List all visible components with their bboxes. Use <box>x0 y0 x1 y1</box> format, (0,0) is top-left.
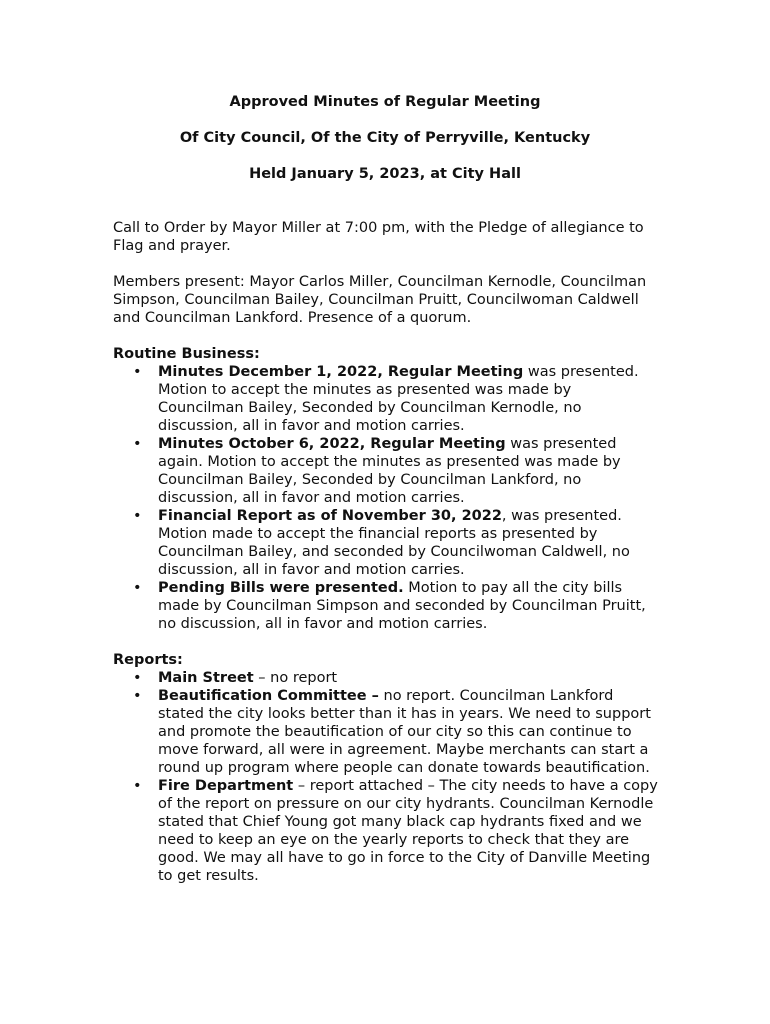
item-text: no report. Councilman Lankford stated the city looks better than it has in years. We need to support and promote the beautification of our city so this can continue to move forward, all were in agreement. Maybe merchants can start a round up program where people can donate towards beautification. <box>158 688 651 776</box>
list-item <box>133 435 658 507</box>
bullet-icon: • <box>133 436 142 452</box>
reports-heading: Reports: <box>113 652 183 668</box>
title-line-1: Approved Minutes of Regular Meeting <box>229 94 541 110</box>
list-item <box>133 507 658 579</box>
item-title: Beautification Committee – <box>158 688 379 704</box>
list-item <box>133 363 658 435</box>
item-text: , was presented. Motion made to accept the financial reports as presented by Councilman Bailey, and seconded by Councilwoman Caldwell, no discussion, all in favor and motion carries. <box>158 508 630 578</box>
list-item <box>133 687 658 777</box>
bullet-icon: • <box>133 364 142 380</box>
item-title: Minutes October 6, 2022, Regular Meeting <box>158 436 506 452</box>
reports-list <box>113 669 658 885</box>
item-title: Main Street <box>158 670 254 686</box>
routine-business-list <box>113 363 658 633</box>
item-text: was presented. Motion to accept the minutes as presented was made by Councilman Bailey, Seconded by Councilman Kernodle, no discussion, all in favor and motion carries. <box>158 364 639 434</box>
title-line-3: Held January 5, 2023, at City Hall <box>249 166 521 182</box>
minutes-body <box>113 219 658 903</box>
bullet-icon: • <box>133 508 142 524</box>
item-title: Pending Bills were presented. <box>158 580 404 596</box>
item-text: – no report <box>253 670 338 686</box>
item-text: Motion to pay all the city bills made by Councilman Simpson and seconded by Councilman Pruitt, no discussion, all in favor and motion carries. <box>158 580 646 632</box>
list-item <box>133 669 658 687</box>
bullet-icon: • <box>133 778 142 794</box>
list-item <box>133 777 658 885</box>
call-to-order-paragraph: Call to Order by Mayor Miller at 7:00 pm, with the Pledge of allegiance to Flag and prayer. <box>113 220 644 254</box>
item-text: – report attached – The city needs to have a copy of the report on pressure on our city hydrants. Councilman Kernodle stated that Chief Young got many black cap hydrants fixed and we need to keep an eye on the yearly reports to check that they are good. We may all have to go in force to the City of Danville Meeting to get results. <box>158 778 658 884</box>
members-present-paragraph: Members present: Mayor Carlos Miller, Councilman Kernodle, Councilman Simpson, Councilman Bailey, Councilman Pruitt, Councilwoman Caldwell and Councilman Lankford. Presence of a quorum. <box>113 274 647 326</box>
bullet-icon: • <box>133 670 142 686</box>
routine-business-heading: Routine Business: <box>113 346 260 362</box>
item-title: Fire Department <box>158 778 294 794</box>
item-title: Minutes December 1, 2022, Regular Meeting <box>158 364 524 380</box>
list-item <box>133 579 658 633</box>
item-text: was presented again. Motion to accept the minutes as presented was made by Councilman Bailey, Seconded by Councilman Lankford, no discussion, all in favor and motion carries. <box>158 436 621 506</box>
item-title: Financial Report as of November 30, 2022 <box>158 508 502 524</box>
bullet-icon: • <box>133 688 142 704</box>
bullet-icon: • <box>133 580 142 596</box>
title-line-2: Of City Council, Of the City of Perryville, Kentucky <box>179 130 591 146</box>
